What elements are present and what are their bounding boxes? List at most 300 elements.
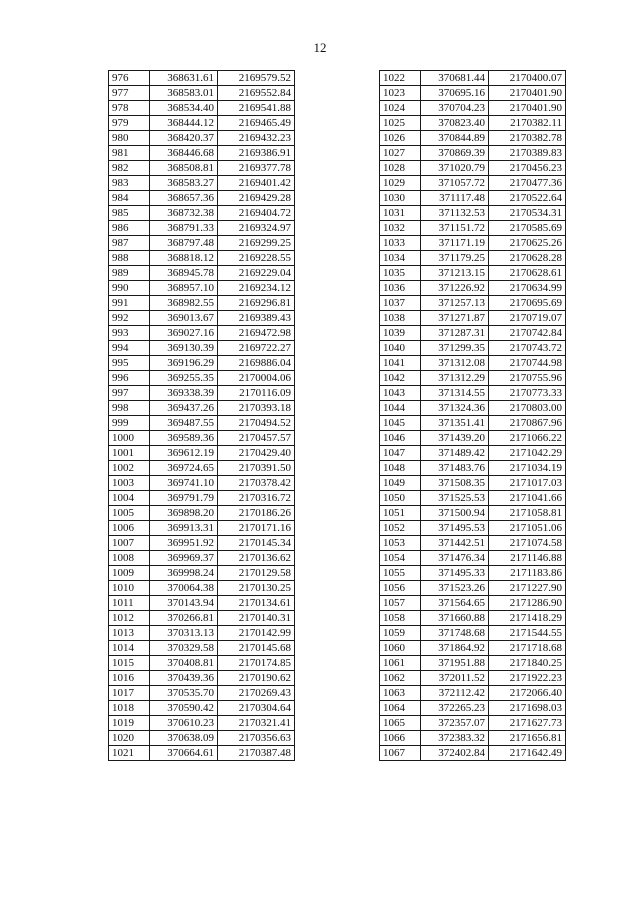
table-row (380, 371, 566, 386)
x-coordinate-cell: 370408.81 (150, 656, 218, 671)
y-coordinate-cell: 2170316.72 (218, 491, 295, 506)
x-coordinate-cell: 370535.70 (150, 686, 218, 701)
table-row (109, 101, 295, 116)
table-row (380, 386, 566, 401)
point-number-cell: 1060 (380, 641, 421, 656)
y-coordinate-cell: 2169579.52 (218, 71, 295, 86)
point-number-cell: 1033 (380, 236, 421, 251)
point-number-cell: 1063 (380, 686, 421, 701)
x-coordinate-cell: 370610.23 (150, 716, 218, 731)
y-coordinate-cell: 2170401.90 (489, 86, 566, 101)
point-number-cell: 1029 (380, 176, 421, 191)
y-coordinate-cell: 2170494.52 (218, 416, 295, 431)
page-number: 12 (313, 40, 327, 55)
y-coordinate-cell: 2170116.09 (218, 386, 295, 401)
y-coordinate-cell: 2170744.98 (489, 356, 566, 371)
table-row (109, 161, 295, 176)
y-coordinate-cell: 2170145.68 (218, 641, 295, 656)
table-row (380, 236, 566, 251)
y-coordinate-cell: 2170382.11 (489, 116, 566, 131)
y-coordinate-cell: 2170628.28 (489, 251, 566, 266)
x-coordinate-cell: 368945.78 (150, 266, 218, 281)
table-row (380, 101, 566, 116)
table-row (109, 626, 295, 641)
point-number-cell: 1053 (380, 536, 421, 551)
x-coordinate-cell: 370823.40 (421, 116, 489, 131)
x-coordinate-cell: 369998.24 (150, 566, 218, 581)
y-coordinate-cell: 2169299.25 (218, 236, 295, 251)
table-row (109, 71, 295, 86)
y-coordinate-cell: 2171840.25 (489, 656, 566, 671)
y-coordinate-cell: 2170387.48 (218, 746, 295, 761)
point-number-cell: 978 (109, 101, 150, 116)
x-coordinate-cell: 369487.55 (150, 416, 218, 431)
table-row (380, 626, 566, 641)
table-row (109, 356, 295, 371)
point-number-cell: 1019 (109, 716, 150, 731)
table-row (109, 131, 295, 146)
table-row (380, 461, 566, 476)
x-coordinate-cell: 372402.84 (421, 746, 489, 761)
table-row (109, 416, 295, 431)
point-number-cell: 1047 (380, 446, 421, 461)
y-coordinate-cell: 2170142.99 (218, 626, 295, 641)
x-coordinate-cell: 371525.53 (421, 491, 489, 506)
point-number-cell: 1002 (109, 461, 150, 476)
y-coordinate-cell: 2170719.07 (489, 311, 566, 326)
table-row (109, 341, 295, 356)
table-row (380, 356, 566, 371)
x-coordinate-cell: 371226.92 (421, 281, 489, 296)
y-coordinate-cell: 2170457.57 (218, 431, 295, 446)
table-row (380, 416, 566, 431)
table-body (109, 71, 295, 761)
y-coordinate-cell: 2171066.22 (489, 431, 566, 446)
x-coordinate-cell: 368732.38 (150, 206, 218, 221)
point-number-cell: 1024 (380, 101, 421, 116)
y-coordinate-cell: 2170174.85 (218, 656, 295, 671)
y-coordinate-cell: 2170400.07 (489, 71, 566, 86)
point-number-cell: 1034 (380, 251, 421, 266)
x-coordinate-cell: 369255.35 (150, 371, 218, 386)
point-number-cell: 1032 (380, 221, 421, 236)
table-row (109, 536, 295, 551)
y-coordinate-cell: 2170378.42 (218, 476, 295, 491)
x-coordinate-cell: 371748.68 (421, 626, 489, 641)
y-coordinate-cell: 2170456.23 (489, 161, 566, 176)
point-number-cell: 1049 (380, 476, 421, 491)
point-number-cell: 1009 (109, 566, 150, 581)
y-coordinate-cell: 2170634.99 (489, 281, 566, 296)
y-coordinate-cell: 2169296.81 (218, 296, 295, 311)
point-number-cell: 999 (109, 416, 150, 431)
x-coordinate-cell: 368534.40 (150, 101, 218, 116)
point-number-cell: 1031 (380, 206, 421, 221)
table-row (109, 596, 295, 611)
table-row (380, 491, 566, 506)
table-row (380, 176, 566, 191)
y-coordinate-cell: 2169886.04 (218, 356, 295, 371)
table-row (109, 401, 295, 416)
table-row (380, 641, 566, 656)
point-number-cell: 994 (109, 341, 150, 356)
x-coordinate-cell: 370143.94 (150, 596, 218, 611)
point-number-cell: 986 (109, 221, 150, 236)
table-row (109, 116, 295, 131)
point-number-cell: 1026 (380, 131, 421, 146)
y-coordinate-cell: 2170129.58 (218, 566, 295, 581)
point-number-cell: 1041 (380, 356, 421, 371)
table-row (109, 746, 295, 761)
x-coordinate-cell: 371489.42 (421, 446, 489, 461)
table-row (380, 326, 566, 341)
point-number-cell: 1064 (380, 701, 421, 716)
point-number-cell: 996 (109, 371, 150, 386)
y-coordinate-cell: 2170321.41 (218, 716, 295, 731)
point-number-cell: 1067 (380, 746, 421, 761)
y-coordinate-cell: 2170585.69 (489, 221, 566, 236)
table-row (109, 446, 295, 461)
table-row (380, 566, 566, 581)
y-coordinate-cell: 2170522.64 (489, 191, 566, 206)
y-coordinate-cell: 2170625.26 (489, 236, 566, 251)
point-number-cell: 1056 (380, 581, 421, 596)
table-row (109, 176, 295, 191)
x-coordinate-cell: 369013.67 (150, 311, 218, 326)
point-number-cell: 1043 (380, 386, 421, 401)
x-coordinate-cell: 371508.35 (421, 476, 489, 491)
point-number-cell: 979 (109, 116, 150, 131)
y-coordinate-cell: 2170755.96 (489, 371, 566, 386)
y-coordinate-cell: 2171183.86 (489, 566, 566, 581)
x-coordinate-cell: 369951.92 (150, 536, 218, 551)
table-row (380, 431, 566, 446)
point-number-cell: 1062 (380, 671, 421, 686)
table-row (109, 581, 295, 596)
y-coordinate-cell: 2169377.78 (218, 161, 295, 176)
table-row (109, 521, 295, 536)
point-number-cell: 1044 (380, 401, 421, 416)
x-coordinate-cell: 371476.34 (421, 551, 489, 566)
point-number-cell: 1014 (109, 641, 150, 656)
point-number-cell: 1046 (380, 431, 421, 446)
x-coordinate-cell: 371287.31 (421, 326, 489, 341)
point-number-cell: 988 (109, 251, 150, 266)
x-coordinate-cell: 371523.26 (421, 581, 489, 596)
y-coordinate-cell: 2171051.06 (489, 521, 566, 536)
point-number-cell: 985 (109, 206, 150, 221)
point-number-cell: 1016 (109, 671, 150, 686)
coordinates-table-left (108, 70, 295, 761)
point-number-cell: 1048 (380, 461, 421, 476)
y-coordinate-cell: 2170695.69 (489, 296, 566, 311)
x-coordinate-cell: 369437.26 (150, 401, 218, 416)
point-number-cell: 1011 (109, 596, 150, 611)
y-coordinate-cell: 2170145.34 (218, 536, 295, 551)
x-coordinate-cell: 368444.12 (150, 116, 218, 131)
y-coordinate-cell: 2171227.90 (489, 581, 566, 596)
point-number-cell: 1001 (109, 446, 150, 461)
y-coordinate-cell: 2170130.25 (218, 581, 295, 596)
x-coordinate-cell: 371151.72 (421, 221, 489, 236)
y-coordinate-cell: 2169472.98 (218, 326, 295, 341)
x-coordinate-cell: 370329.58 (150, 641, 218, 656)
point-number-cell: 1042 (380, 371, 421, 386)
x-coordinate-cell: 371213.15 (421, 266, 489, 281)
point-number-cell: 1061 (380, 656, 421, 671)
point-number-cell: 1017 (109, 686, 150, 701)
point-number-cell: 1035 (380, 266, 421, 281)
y-coordinate-cell: 2170803.00 (489, 401, 566, 416)
y-coordinate-cell: 2171286.90 (489, 596, 566, 611)
y-coordinate-cell: 2169228.55 (218, 251, 295, 266)
x-coordinate-cell: 369130.39 (150, 341, 218, 356)
table-row (380, 221, 566, 236)
x-coordinate-cell: 371271.87 (421, 311, 489, 326)
table-row (109, 296, 295, 311)
table-row (380, 341, 566, 356)
point-number-cell: 981 (109, 146, 150, 161)
x-coordinate-cell: 371500.94 (421, 506, 489, 521)
x-coordinate-cell: 370695.16 (421, 86, 489, 101)
table-row (380, 596, 566, 611)
point-number-cell: 1054 (380, 551, 421, 566)
y-coordinate-cell: 2170382.78 (489, 131, 566, 146)
table-row (380, 716, 566, 731)
table-row (380, 281, 566, 296)
point-number-cell: 1003 (109, 476, 150, 491)
point-number-cell: 1055 (380, 566, 421, 581)
x-coordinate-cell: 369913.31 (150, 521, 218, 536)
table-row (109, 206, 295, 221)
y-coordinate-cell: 2171074.58 (489, 536, 566, 551)
y-coordinate-cell: 2169386.91 (218, 146, 295, 161)
x-coordinate-cell: 368508.81 (150, 161, 218, 176)
point-number-cell: 1051 (380, 506, 421, 521)
point-number-cell: 980 (109, 131, 150, 146)
point-number-cell: 1000 (109, 431, 150, 446)
y-coordinate-cell: 2170742.84 (489, 326, 566, 341)
point-number-cell: 1013 (109, 626, 150, 641)
table-row (109, 191, 295, 206)
table-row (380, 746, 566, 761)
table-row (380, 161, 566, 176)
table-row (380, 686, 566, 701)
x-coordinate-cell: 371324.36 (421, 401, 489, 416)
x-coordinate-cell: 371179.25 (421, 251, 489, 266)
y-coordinate-cell: 2171058.81 (489, 506, 566, 521)
table-row (380, 116, 566, 131)
x-coordinate-cell: 371020.79 (421, 161, 489, 176)
table-row (109, 641, 295, 656)
x-coordinate-cell: 371299.35 (421, 341, 489, 356)
y-coordinate-cell: 2170136.62 (218, 551, 295, 566)
y-coordinate-cell: 2170628.61 (489, 266, 566, 281)
point-number-cell: 995 (109, 356, 150, 371)
table-row (109, 551, 295, 566)
table-row (380, 311, 566, 326)
x-coordinate-cell: 369196.29 (150, 356, 218, 371)
x-coordinate-cell: 371257.13 (421, 296, 489, 311)
point-number-cell: 1004 (109, 491, 150, 506)
y-coordinate-cell: 2170534.31 (489, 206, 566, 221)
y-coordinate-cell: 2169389.43 (218, 311, 295, 326)
x-coordinate-cell: 370664.61 (150, 746, 218, 761)
y-coordinate-cell: 2171544.55 (489, 626, 566, 641)
y-coordinate-cell: 2171718.68 (489, 641, 566, 656)
x-coordinate-cell: 372265.23 (421, 701, 489, 716)
table-row (109, 671, 295, 686)
table-body (380, 71, 566, 761)
y-coordinate-cell: 2169404.72 (218, 206, 295, 221)
y-coordinate-cell: 2170429.40 (218, 446, 295, 461)
x-coordinate-cell: 368631.61 (150, 71, 218, 86)
x-coordinate-cell: 368797.48 (150, 236, 218, 251)
y-coordinate-cell: 2170356.63 (218, 731, 295, 746)
y-coordinate-cell: 2170867.96 (489, 416, 566, 431)
point-number-cell: 1027 (380, 146, 421, 161)
table-row (109, 86, 295, 101)
y-coordinate-cell: 2170389.83 (489, 146, 566, 161)
x-coordinate-cell: 368446.68 (150, 146, 218, 161)
table-row (109, 251, 295, 266)
table-row (380, 71, 566, 86)
x-coordinate-cell: 372357.07 (421, 716, 489, 731)
point-number-cell: 1052 (380, 521, 421, 536)
y-coordinate-cell: 2171698.03 (489, 701, 566, 716)
y-coordinate-cell: 2171034.19 (489, 461, 566, 476)
table-row (380, 146, 566, 161)
point-number-cell: 1018 (109, 701, 150, 716)
y-coordinate-cell: 2171041.66 (489, 491, 566, 506)
point-number-cell: 1037 (380, 296, 421, 311)
y-coordinate-cell: 2169429.28 (218, 191, 295, 206)
table-row (380, 131, 566, 146)
coordinates-table-right (379, 70, 566, 761)
x-coordinate-cell: 371171.19 (421, 236, 489, 251)
x-coordinate-cell: 368982.55 (150, 296, 218, 311)
point-number-cell: 976 (109, 71, 150, 86)
table-row (109, 371, 295, 386)
y-coordinate-cell: 2170186.26 (218, 506, 295, 521)
y-coordinate-cell: 2170773.33 (489, 386, 566, 401)
table-row (380, 476, 566, 491)
x-coordinate-cell: 371117.48 (421, 191, 489, 206)
point-number-cell: 1030 (380, 191, 421, 206)
point-number-cell: 990 (109, 281, 150, 296)
x-coordinate-cell: 369741.10 (150, 476, 218, 491)
point-number-cell: 987 (109, 236, 150, 251)
y-coordinate-cell: 2169234.12 (218, 281, 295, 296)
y-coordinate-cell: 2171418.29 (489, 611, 566, 626)
y-coordinate-cell: 2169541.88 (218, 101, 295, 116)
point-number-cell: 1050 (380, 491, 421, 506)
y-coordinate-cell: 2169324.97 (218, 221, 295, 236)
table-row (380, 266, 566, 281)
x-coordinate-cell: 371495.33 (421, 566, 489, 581)
y-coordinate-cell: 2170401.90 (489, 101, 566, 116)
table-row (109, 656, 295, 671)
point-number-cell: 1020 (109, 731, 150, 746)
table-row (380, 296, 566, 311)
table-row (109, 461, 295, 476)
x-coordinate-cell: 369612.19 (150, 446, 218, 461)
x-coordinate-cell: 371312.08 (421, 356, 489, 371)
table-row (380, 506, 566, 521)
x-coordinate-cell: 371439.20 (421, 431, 489, 446)
y-coordinate-cell: 2170140.31 (218, 611, 295, 626)
table-row (380, 86, 566, 101)
point-number-cell: 983 (109, 176, 150, 191)
point-number-cell: 1005 (109, 506, 150, 521)
x-coordinate-cell: 371864.92 (421, 641, 489, 656)
point-number-cell: 1023 (380, 86, 421, 101)
x-coordinate-cell: 371132.53 (421, 206, 489, 221)
x-coordinate-cell: 368657.36 (150, 191, 218, 206)
y-coordinate-cell: 2170269.43 (218, 686, 295, 701)
x-coordinate-cell: 371442.51 (421, 536, 489, 551)
point-number-cell: 1021 (109, 746, 150, 761)
point-number-cell: 984 (109, 191, 150, 206)
table-row (109, 326, 295, 341)
y-coordinate-cell: 2170393.18 (218, 401, 295, 416)
x-coordinate-cell: 371314.55 (421, 386, 489, 401)
y-coordinate-cell: 2170743.72 (489, 341, 566, 356)
table-row (380, 521, 566, 536)
point-number-cell: 977 (109, 86, 150, 101)
point-number-cell: 1022 (380, 71, 421, 86)
y-coordinate-cell: 2170190.62 (218, 671, 295, 686)
x-coordinate-cell: 369589.36 (150, 431, 218, 446)
point-number-cell: 1007 (109, 536, 150, 551)
x-coordinate-cell: 368420.37 (150, 131, 218, 146)
table-row (109, 266, 295, 281)
x-coordinate-cell: 370266.81 (150, 611, 218, 626)
y-coordinate-cell: 2171922.23 (489, 671, 566, 686)
x-coordinate-cell: 370681.44 (421, 71, 489, 86)
point-number-cell: 997 (109, 386, 150, 401)
y-coordinate-cell: 2169465.49 (218, 116, 295, 131)
x-coordinate-cell: 370439.36 (150, 671, 218, 686)
point-number-cell: 1012 (109, 611, 150, 626)
point-number-cell: 1039 (380, 326, 421, 341)
x-coordinate-cell: 372383.32 (421, 731, 489, 746)
x-coordinate-cell: 369969.37 (150, 551, 218, 566)
y-coordinate-cell: 2170391.50 (218, 461, 295, 476)
point-number-cell: 991 (109, 296, 150, 311)
y-coordinate-cell: 2171642.49 (489, 746, 566, 761)
point-number-cell: 992 (109, 311, 150, 326)
y-coordinate-cell: 2171627.73 (489, 716, 566, 731)
table-row (109, 566, 295, 581)
x-coordinate-cell: 368791.33 (150, 221, 218, 236)
table-row (109, 731, 295, 746)
x-coordinate-cell: 369724.65 (150, 461, 218, 476)
table-row (380, 581, 566, 596)
y-coordinate-cell: 2169722.27 (218, 341, 295, 356)
y-coordinate-cell: 2169229.04 (218, 266, 295, 281)
x-coordinate-cell: 368583.27 (150, 176, 218, 191)
x-coordinate-cell: 371057.72 (421, 176, 489, 191)
point-number-cell: 1025 (380, 116, 421, 131)
x-coordinate-cell: 370844.89 (421, 131, 489, 146)
y-coordinate-cell: 2170477.36 (489, 176, 566, 191)
x-coordinate-cell: 370638.09 (150, 731, 218, 746)
table-row (109, 611, 295, 626)
table-row (109, 491, 295, 506)
point-number-cell: 989 (109, 266, 150, 281)
point-number-cell: 1008 (109, 551, 150, 566)
